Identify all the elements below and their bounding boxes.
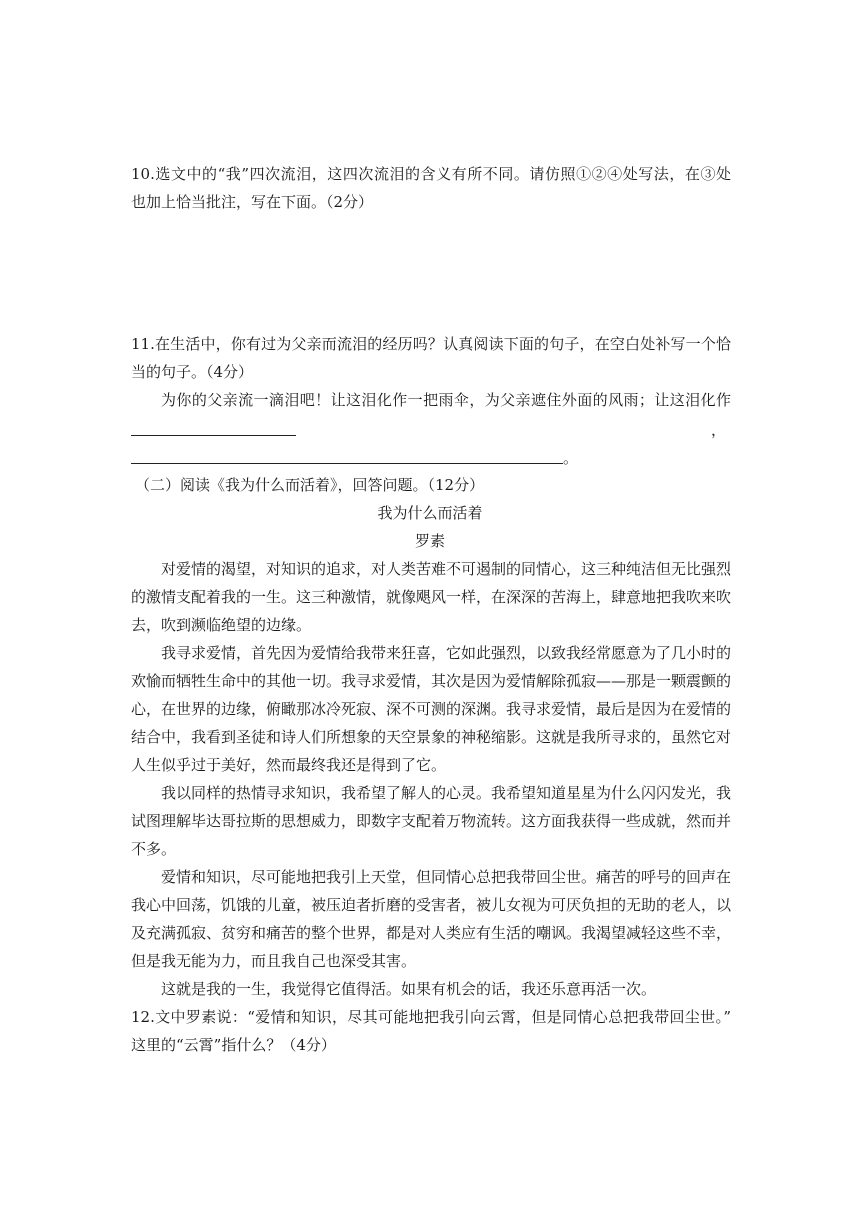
paragraph-line: 我寻求爱情，首先因为爱情给我带来狂喜，它如此强烈，以致我经常愿意为了几小时的	[161, 644, 732, 662]
section-heading: （二）阅读《我为什么而活着》，回答问题。（12分）	[135, 476, 485, 494]
paragraph-line: 对爱情的渴望，对知识的追求，对人类苦难不可遏制的同情心，这三种纯洁但无比强烈	[161, 560, 732, 578]
paragraph-line: 去，吹到濒临绝望的边缘。	[131, 616, 312, 634]
paragraph-line: 试图理解毕达哥拉斯的思想威力，即数字支配着万物流转。这方面我获得一些成就，然而并	[131, 812, 732, 830]
paragraph-line: 我以同样的热情寻求知识，我希望了解人的心灵。我希望知道星星为什么闪闪发光，我	[161, 784, 732, 802]
blank-period: 。	[563, 449, 579, 467]
q11-line-1: 11.在生活中，你有过为父亲而流泪的经历吗？认真阅读下面的句子，在空白处补写一个恰	[131, 335, 731, 353]
q11-sentence: 为你的父亲流一滴泪吧！让这泪化作一把雨伞，为父亲遮住外面的风雨；让这泪化作	[161, 391, 731, 409]
paragraph-line: 这就是我的一生，我觉得它值得活。如果有机会的话，我还乐意再活一次。	[161, 980, 657, 998]
paragraph-line: 欢愉而牺牲生命中的其他一切。我寻求爱情，其次是因为爱情解除孤寂——那是一颗震颤的	[131, 672, 732, 690]
paragraph-line: 的激情支配着我的一生。这三种激情，就像飓风一样，在深深的苦海上，肆意地把我吹来吹	[131, 588, 732, 606]
paragraph-line: 人生似乎过于美好，然而最终我还是得到了它。	[131, 756, 447, 774]
answer-blank-2[interactable]	[131, 463, 563, 464]
q12-line-1: 12.文中罗素说：“爱情和知识，尽其可能地把我引向云霄，但是同情心总把我带回尘世。”	[131, 1008, 731, 1026]
passage-title: 我为什么而活着	[377, 504, 483, 522]
paragraph-line: 爱情和知识，尽可能地把我引上天堂，但同情心总把我带回尘世。痛苦的呼号的回声在	[161, 868, 732, 886]
q10-line-1: 10.选文中的“我”四次流泪，这四次流泪的含义有所不同。请仿照①②④处写法，在③处	[131, 165, 731, 183]
passage-author: 罗素	[414, 532, 445, 550]
paragraph-line: 但是我无能为力，而且我自己也深受其害。	[131, 952, 417, 970]
answer-blank-1[interactable]	[131, 435, 296, 436]
q11-line-2: 当的句子。（4分）	[131, 363, 254, 381]
paragraph-line: 不多。	[131, 840, 177, 858]
blank-comma: ，	[711, 421, 727, 439]
paragraph-line: 我心中回荡，饥饿的儿童，被压迫者折磨的受害者，被儿女视为可厌负担的无助的老人，以	[131, 896, 732, 914]
paragraph-line: 结合中，我看到圣徒和诗人们所想象的天空景象的神秘缩影。这就是我所寻求的，虽然它对	[131, 728, 732, 746]
paragraph-line: 及充满孤寂、贫穷和痛苦的整个世界，都是对人类应有生活的嘲讽。我渴望减轻这些不幸，	[131, 924, 732, 942]
q12-line-2: 这里的“云霄”指什么？（4分）	[131, 1036, 336, 1054]
q10-line-2: 也加上恰当批注，写在下面。（2分）	[131, 193, 374, 211]
paragraph-line: 心，在世界的边缘，俯瞰那冰冷死寂、深不可测的深渊。我寻求爱情，最后是因为在爱情的	[131, 700, 732, 718]
